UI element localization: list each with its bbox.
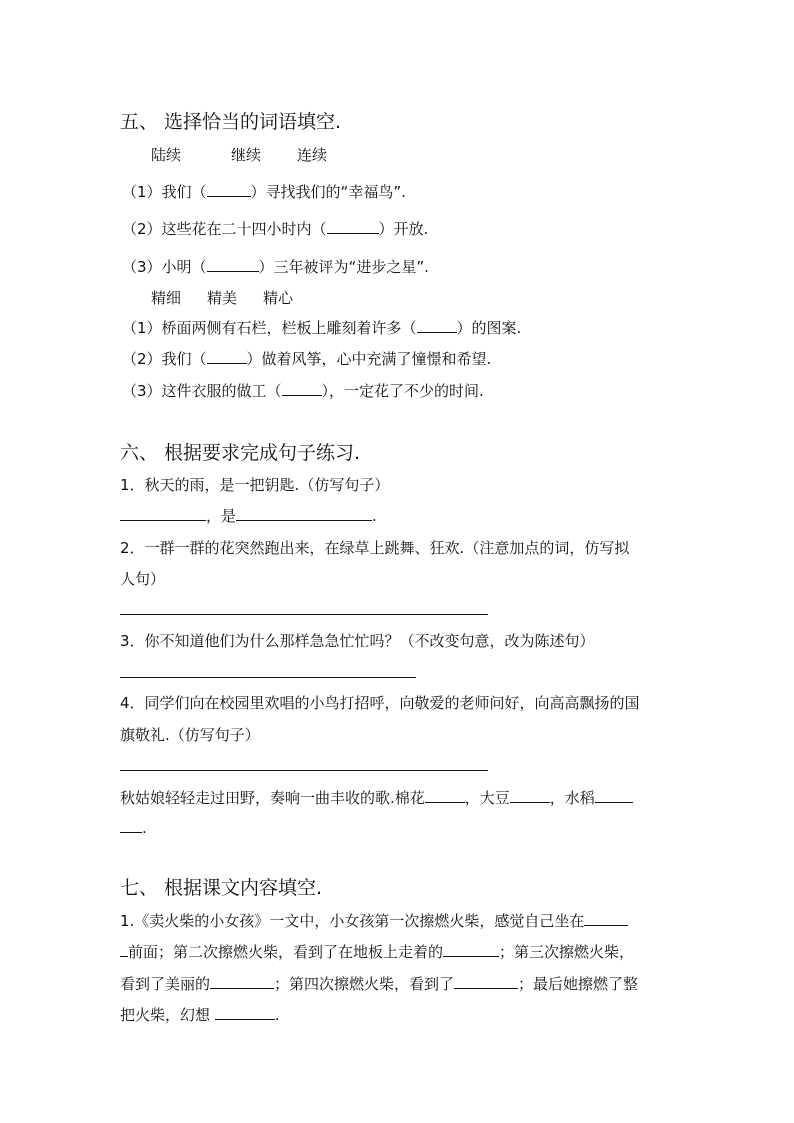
answer-blank[interactable] bbox=[120, 941, 128, 957]
answer-6-1: ，是 . bbox=[120, 505, 377, 526]
question-5-4: （1）桥面两侧有石栏，栏板上雕刻着许多（ ）的图案. bbox=[122, 319, 522, 337]
answer-line[interactable] bbox=[120, 770, 488, 771]
question-6-4-cont: 旗敬礼.（仿写句子） bbox=[120, 726, 260, 744]
question-6-2-cont: 人句） bbox=[120, 570, 166, 588]
answer-blank[interactable] bbox=[417, 317, 457, 333]
answer-line[interactable] bbox=[120, 614, 488, 615]
answer-blank[interactable] bbox=[120, 817, 142, 833]
question-6-2: 2．一群一群的花突然跑出来，在绿草上跳舞、狂欢.（注意加点的词，仿写拟 bbox=[120, 539, 630, 557]
answer-line[interactable] bbox=[120, 677, 416, 678]
answer-blank[interactable] bbox=[207, 181, 251, 197]
question-6-5-cont: . bbox=[120, 817, 147, 837]
word-option: 精美 bbox=[207, 289, 238, 307]
answer-blank[interactable] bbox=[207, 348, 247, 364]
question-6-1: 1．秋天的雨，是一把钥匙.（仿写句子） bbox=[120, 476, 390, 494]
word-option: 陆续 bbox=[151, 146, 182, 164]
answer-blank[interactable] bbox=[425, 787, 465, 803]
word-option: 继续 bbox=[231, 146, 262, 164]
answer-blank[interactable] bbox=[327, 218, 379, 234]
question-7-1: 1.《卖火柴的小女孩》一文中，小女孩第一次擦燃火柴，感觉自己坐在 bbox=[120, 910, 628, 931]
question-6-5: 秋姑娘轻轻走过田野，奏响一曲丰收的歌.棉花 ，大豆 ，水稻 bbox=[120, 787, 633, 808]
section-6-title: 六、 根据要求完成句子练习. bbox=[120, 442, 361, 464]
question-6-4: 4．同学们向在校园里欢唱的小鸟打招呼，向敬爱的老师问好，向高高飘扬的国 bbox=[120, 694, 640, 712]
question-5-5: （2）我们（ ）做着风筝，心中充满了憧憬和希望. bbox=[122, 350, 492, 368]
section-7-title: 七、 根据课文内容填空. bbox=[120, 877, 323, 899]
answer-blank[interactable] bbox=[207, 256, 259, 272]
answer-blank[interactable] bbox=[454, 973, 518, 989]
answer-blank[interactable] bbox=[210, 973, 274, 989]
answer-blank[interactable] bbox=[443, 941, 499, 957]
word-option: 精细 bbox=[151, 289, 182, 307]
word-option: 精心 bbox=[263, 289, 294, 307]
question-7-1-line4: 把火柴，幻想 . bbox=[120, 1006, 280, 1024]
question-5-6: （3）这件衣服的做工（ ），一定花了不少的时间. bbox=[122, 382, 484, 400]
answer-blank[interactable] bbox=[584, 910, 628, 926]
word-option: 连续 bbox=[297, 146, 328, 164]
question-5-3: （3）小明（ ）三年被评为“进步之星”. bbox=[122, 258, 429, 276]
answer-blank[interactable] bbox=[595, 787, 633, 803]
section-5-title: 五、 选择恰当的词语填空. bbox=[120, 111, 342, 133]
question-5-1: （1）我们（ ）寻找我们的“幸福鸟”. bbox=[122, 183, 406, 201]
question-7-1-line3: 看到了美丽的 ；第四次擦燃火柴，看到了 ；最后她擦燃了整 bbox=[120, 975, 639, 993]
answer-blank[interactable] bbox=[215, 1004, 275, 1020]
question-6-3: 3．你不知道他们为什么那样急急忙忙吗？（不改变句意，改为陈述句） bbox=[120, 632, 595, 650]
question-5-2: （2）这些花在二十四小时内（ ）开放. bbox=[122, 220, 429, 238]
answer-blank[interactable] bbox=[510, 787, 550, 803]
answer-blank[interactable] bbox=[120, 505, 206, 521]
answer-blank[interactable] bbox=[282, 380, 322, 396]
answer-blank[interactable] bbox=[236, 505, 372, 521]
question-7-1-line2: 前面；第二次擦燃火柴，看到了在地板上走着的 ；第三次擦燃火柴， bbox=[120, 941, 634, 962]
